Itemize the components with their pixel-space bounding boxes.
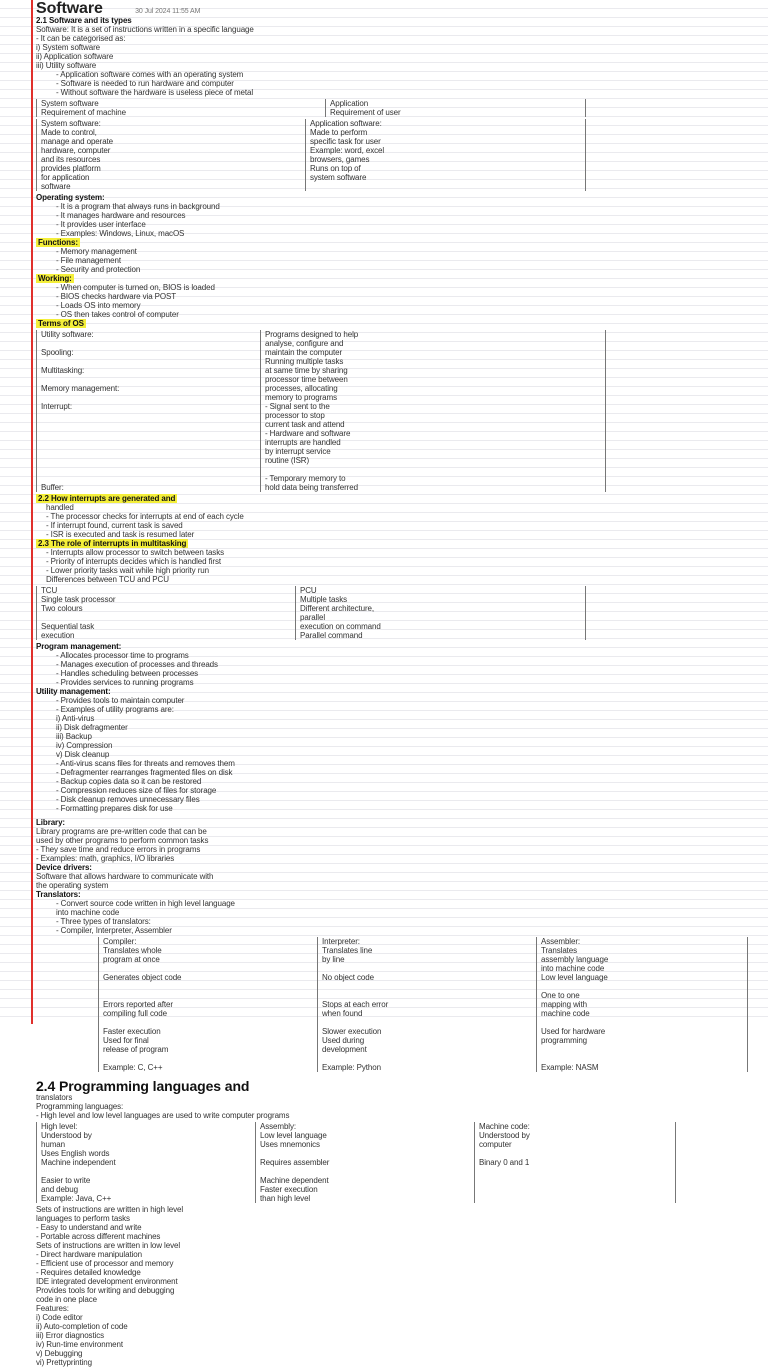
note-line: Example: Python: [322, 1063, 381, 1072]
note-line: Example: Java, C++: [41, 1194, 112, 1203]
section-lines: [36, 1093, 756, 1120]
note-line: - Defragmenter rearranges fragmented files on disk: [56, 768, 233, 777]
note-line: iii) Error diagnostics: [36, 1331, 105, 1340]
note-line: Requirement of user: [330, 108, 401, 117]
note-line: [103, 991, 313, 1000]
section-heading: Translators:: [36, 890, 81, 899]
note-line: - High level and low level languages are used to write computer programs: [36, 1111, 290, 1120]
note-line: [41, 411, 256, 420]
note-line: program at once: [103, 955, 160, 964]
note-line: IDE integrated development environment: [36, 1277, 178, 1286]
note-line: [41, 447, 256, 456]
highlighted-heading: Terms of OS: [38, 319, 84, 328]
note-line: [479, 1149, 671, 1158]
note-line: - Examples: math, graphics, I/O libraries: [36, 854, 175, 863]
note-line: Two colours: [41, 604, 83, 613]
note-line: - Direct hardware manipulation: [36, 1250, 142, 1259]
table-cell: [326, 99, 586, 117]
note-line: v) Disk cleanup: [56, 750, 110, 759]
note-line: Binary 0 and 1: [479, 1158, 530, 1167]
note-line: than high level: [260, 1194, 311, 1203]
note-line: - File management: [56, 256, 121, 265]
highlighted-heading: Working:: [38, 274, 72, 283]
note-line: - Portable across different machines: [36, 1232, 161, 1241]
note-line: TCU: [41, 586, 58, 595]
note-line: [103, 1054, 313, 1063]
note-line: code in one place: [36, 1295, 98, 1304]
note-line: parallel: [300, 613, 325, 622]
note-line: [41, 375, 256, 384]
note-line: Requirement of machine: [41, 108, 126, 117]
note-line: [322, 982, 532, 991]
note-line: Uses English words: [41, 1149, 110, 1158]
note-line: - Requires detailed knowledge: [36, 1268, 141, 1277]
highlighted-heading: 2.3 The role of interrupts in multitasking: [38, 539, 187, 548]
section-heading: Device drivers:: [36, 863, 92, 872]
note-line: [41, 465, 256, 474]
note-line: - Formatting prepares disk for use: [56, 804, 173, 813]
note-line: - Backup copies data so it can be restored: [56, 777, 202, 786]
note-line: Easier to write: [41, 1176, 91, 1185]
note-line: Application: [330, 99, 369, 108]
note-line: Memory management:: [41, 384, 120, 393]
table-cell: [537, 937, 748, 1072]
note-line: maintain the computer: [265, 348, 343, 357]
terms-table: [36, 330, 606, 492]
note-line: Features:: [36, 1304, 69, 1313]
note-line: Different architecture,: [300, 604, 375, 613]
note-line: [541, 1054, 743, 1063]
note-line: human: [41, 1140, 65, 1149]
note-line: handled: [46, 503, 74, 512]
note-line: Made to perform: [310, 128, 368, 137]
note-line: Programming languages:: [36, 1102, 124, 1111]
note-line: Made to control,: [41, 128, 97, 137]
note-line: [103, 1018, 313, 1027]
section-lines: [36, 696, 756, 813]
section-lines: [36, 247, 756, 274]
note-line: Generates object code: [103, 973, 182, 982]
note-line: Interpreter:: [322, 937, 360, 946]
note-line: ii) Disk defragmenter: [56, 723, 128, 732]
highlighted-heading: 2.2 How interrupts are generated and: [38, 494, 176, 503]
note-line: Example: word, excel: [310, 146, 385, 155]
comparison-table: [36, 99, 586, 117]
note-line: Uses mnemonics: [260, 1140, 320, 1149]
note-line: Used for final: [103, 1036, 149, 1045]
note-line: Programs designed to help: [265, 330, 359, 339]
note-line: machine code: [541, 1009, 590, 1018]
note-line: iii) Backup: [56, 732, 92, 741]
big-section-heading: 2.4 Programming languages and: [36, 1078, 250, 1094]
margin-line: [31, 0, 33, 1024]
note-line: and its resources: [41, 155, 101, 164]
page-title-text: Software: [36, 0, 103, 17]
table-cell: [296, 586, 586, 640]
highlighted-heading: Functions:: [38, 238, 78, 247]
note-line: hold data being transferred: [265, 483, 358, 492]
note-line: - Anti-virus scans files for threats and removes them: [56, 759, 235, 768]
note-line: Faster execution: [260, 1185, 318, 1194]
note-line: provides platform: [41, 164, 101, 173]
note-line: [41, 474, 256, 483]
note-line: [260, 1149, 470, 1158]
note-line: analyse, configure and: [265, 339, 344, 348]
note-line: Stops at each error: [322, 1000, 389, 1009]
note-line: programming: [541, 1036, 588, 1045]
table-cell: [256, 1122, 475, 1203]
translators-table: [98, 937, 748, 1072]
note-line: [479, 1176, 671, 1185]
note-line: - Without software the hardware is useless piece of metal: [56, 88, 254, 97]
note-line: processes, allocating: [265, 384, 338, 393]
note-line: Low level language: [541, 973, 608, 982]
note-line: - Disk cleanup removes unnecessary files: [56, 795, 200, 804]
note-line: the operating system: [36, 881, 109, 890]
note-line: Requires assembler: [260, 1158, 330, 1167]
note-line: System software:: [41, 119, 101, 128]
section-lines: [36, 202, 756, 238]
note-line: - If interrupt found, current task is saved: [46, 521, 183, 530]
note-line: system software: [310, 173, 367, 182]
note-line: manage and operate: [41, 137, 114, 146]
note-line: Software that allows hardware to communicate with: [36, 872, 214, 881]
note-line: - Examples of utility programs are:: [56, 705, 174, 714]
note-line: - It is a program that always runs in background: [56, 202, 220, 211]
note-line: [103, 964, 313, 973]
note-line: - The processor checks for interrupts at end of each cycle: [46, 512, 244, 521]
note-line: [41, 429, 256, 438]
section-lines: [36, 503, 756, 539]
note-line: [41, 1167, 251, 1176]
note-line: routine (ISR): [265, 456, 310, 465]
table-cell: [261, 330, 606, 492]
note-line: and debug: [41, 1185, 78, 1194]
table-cell: [37, 1122, 256, 1203]
note-line: Understood by: [479, 1131, 530, 1140]
note-line: Sets of instructions are written in high level: [36, 1205, 184, 1214]
note-line: at same time by sharing: [265, 366, 348, 375]
note-line: Software: It is a set of instructions written in a specific language: [36, 25, 254, 34]
note-line: No object code: [322, 973, 374, 982]
note-line: [479, 1185, 671, 1194]
note-line: Errors reported after: [103, 1000, 173, 1009]
note-line: Machine independent: [41, 1158, 116, 1167]
note-line: iii) Utility software: [36, 61, 97, 70]
note-line: [41, 393, 256, 402]
note-line: Sets of instructions are written in low level: [36, 1241, 181, 1250]
note-line: [260, 1167, 470, 1176]
comparison-table: [36, 119, 586, 191]
note-line: browsers, games: [310, 155, 370, 164]
note-line: compiling full code: [103, 1009, 167, 1018]
note-line: - Manages execution of processes and threads: [56, 660, 218, 669]
note-line: vi) Prettyprinting: [36, 1358, 92, 1367]
section-heading: Utility management:: [36, 687, 111, 696]
note-line: for application: [41, 173, 90, 182]
note-line: when found: [322, 1009, 363, 1018]
note-line: - Priority of interrupts decides which is handled first: [46, 557, 222, 566]
note-line: Translates: [541, 946, 578, 955]
note-content: [36, 2, 756, 1367]
table-cell: [37, 586, 296, 640]
section-heading: Library:: [36, 818, 65, 827]
note-line: assembly language: [541, 955, 609, 964]
note-line: hardware, computer: [41, 146, 111, 155]
note-line: [322, 991, 532, 1000]
note-line: Used during: [322, 1036, 365, 1045]
table-cell: [475, 1122, 676, 1203]
note-line: Multiple tasks: [300, 595, 348, 604]
note-line: [103, 982, 313, 991]
note-line: [41, 339, 256, 348]
note-line: iv) Run-time environment: [36, 1340, 123, 1349]
note-line: execution: [41, 631, 75, 640]
note-line: memory to programs: [265, 393, 337, 402]
note-line: - Software is needed to run hardware and computer: [56, 79, 234, 88]
note-line: Example: C, C++: [103, 1063, 163, 1072]
note-line: Machine dependent: [260, 1176, 329, 1185]
note-line: - Allocates processor time to programs: [56, 651, 189, 660]
page-date: 30 Jul 2024 11:55 AM: [135, 8, 201, 15]
note-line: - Security and protection: [56, 265, 141, 274]
note-line: - Handles scheduling between processes: [56, 669, 199, 678]
section-lines: [36, 872, 756, 890]
note-line: into machine code: [56, 908, 120, 917]
table-cell: [37, 99, 326, 117]
note-line: - BIOS checks hardware via POST: [56, 292, 177, 301]
table-cell: [318, 937, 537, 1072]
note-line: processor to stop: [265, 411, 325, 420]
note-line: i) Code editor: [36, 1313, 83, 1322]
note-line: execution on command: [300, 622, 381, 631]
note-line: [541, 1018, 743, 1027]
note-line: [41, 456, 256, 465]
section-lines: [36, 283, 756, 319]
note-line: - Lower priority tasks wait while high priority run: [46, 566, 209, 575]
note-line: - ISR is executed and task is resumed later: [46, 530, 195, 539]
section-heading: Program management:: [36, 642, 122, 651]
section-lines: [36, 1205, 756, 1367]
note-line: - It can be categorised as:: [36, 34, 126, 43]
note-line: PCU: [300, 586, 317, 595]
note-line: v) Debugging: [36, 1349, 83, 1358]
note-line: [41, 357, 256, 366]
note-line: Runs on top of: [310, 164, 361, 173]
note-line: [541, 982, 743, 991]
note-line: [322, 1018, 532, 1027]
note-line: - OS then takes control of computer: [56, 310, 179, 319]
note-line: [479, 1167, 671, 1176]
note-line: - Compiler, Interpreter, Assembler: [56, 926, 172, 935]
note-line: by interrupt service: [265, 447, 331, 456]
note-line: [541, 1045, 743, 1054]
note-line: Interrupt:: [41, 402, 73, 411]
note-line: - Application software comes with an operating system: [56, 70, 244, 79]
note-line: Running multiple tasks: [265, 357, 344, 366]
note-line: development: [322, 1045, 367, 1054]
note-line: One to one: [541, 991, 580, 1000]
note-line: Parallel command: [300, 631, 363, 640]
note-line: [479, 1194, 671, 1203]
section-lines: [36, 25, 756, 70]
note-line: specific task for user: [310, 137, 381, 146]
note-line: [265, 465, 601, 474]
note-line: - Easy to understand and write: [36, 1223, 142, 1232]
note-line: software: [41, 182, 71, 191]
note-line: - It provides user interface: [56, 220, 146, 229]
page-title: [36, 2, 756, 16]
note-line: Multitasking:: [41, 366, 85, 375]
note-line: - Loads OS into memory: [56, 301, 141, 310]
section-lines: [36, 899, 756, 935]
note-line: languages to perform tasks: [36, 1214, 130, 1223]
note-line: Sequential task: [41, 622, 95, 631]
note-line: ii) Auto-completion of code: [36, 1322, 128, 1331]
section-lines: [36, 548, 756, 584]
note-line: ii) Application software: [36, 52, 114, 61]
note-line: - Hardware and software: [265, 429, 351, 438]
note-line: [41, 420, 256, 429]
note-line: - Provides services to running programs: [56, 678, 194, 687]
note-line: Slower execution: [322, 1027, 382, 1036]
note-line: into machine code: [541, 964, 605, 973]
note-line: release of program: [103, 1045, 169, 1054]
note-line: Machine code:: [479, 1122, 530, 1131]
table-cell: [37, 119, 306, 191]
note-line: processor time between: [265, 375, 348, 384]
note-line: used by other programs to perform common tasks: [36, 836, 209, 845]
table-cell: [37, 330, 261, 492]
note-line: - They save time and reduce errors in programs: [36, 845, 201, 854]
note-line: i) Anti-virus: [56, 714, 95, 723]
note-line: iv) Compression: [56, 741, 113, 750]
note-line: Faster execution: [103, 1027, 161, 1036]
note-line: Understood by: [41, 1131, 92, 1140]
note-line: i) System software: [36, 43, 100, 52]
section-heading: Operating system:: [36, 193, 105, 202]
note-line: - Efficient use of processor and memory: [36, 1259, 174, 1268]
note-line: - Compression reduces size of files for storage: [56, 786, 217, 795]
note-line: - Convert source code written in high level language: [56, 899, 235, 908]
note-line: Assembler:: [541, 937, 581, 946]
note-line: [41, 438, 256, 447]
note-line: Differences between TCU and PCU: [46, 575, 169, 584]
table-cell: [306, 119, 586, 191]
note-line: mapping with: [541, 1000, 587, 1009]
table-cell: [99, 937, 318, 1072]
note-line: by line: [322, 955, 345, 964]
note-line: Used for hardware: [541, 1027, 606, 1036]
note-line: - Memory management: [56, 247, 137, 256]
note-line: - Provides tools to maintain computer: [56, 696, 185, 705]
note-line: computer: [479, 1140, 512, 1149]
note-line: current task and attend: [265, 420, 345, 429]
note-line: Library programs are pre-written code that can be: [36, 827, 207, 836]
note-line: System software: [41, 99, 99, 108]
section-lines: [36, 651, 756, 687]
section-heading: 2.1 Software and its types: [36, 16, 132, 25]
note-line: - Examples: Windows, Linux, macOS: [56, 229, 185, 238]
note-line: Utility software:: [41, 330, 94, 339]
note-line: [322, 1054, 532, 1063]
section-lines: [36, 70, 756, 97]
note-line: [322, 964, 532, 973]
note-line: Translates whole: [103, 946, 162, 955]
note-line: Buffer:: [41, 483, 64, 492]
note-line: - It manages hardware and resources: [56, 211, 186, 220]
note-line: interrupts are handled: [265, 438, 341, 447]
note-line: Translates line: [322, 946, 373, 955]
note-line: High level:: [41, 1122, 78, 1131]
note-line: Compiler:: [103, 937, 137, 946]
note-line: Assembly:: [260, 1122, 296, 1131]
note-line: Spooling:: [41, 348, 74, 357]
note-line: Provides tools for writing and debugging: [36, 1286, 175, 1295]
note-line: - Temporary memory to: [265, 474, 346, 483]
note-line: [41, 613, 291, 622]
section-lines: [36, 827, 756, 863]
note-line: Application software:: [310, 119, 382, 128]
note-line: - Signal sent to the: [265, 402, 330, 411]
note-line: Example: NASM: [541, 1063, 599, 1072]
note-line: - When computer is turned on, BIOS is loaded: [56, 283, 215, 292]
note-line: Low level language: [260, 1131, 327, 1140]
languages-table: [36, 1122, 676, 1203]
note-line: Single task processor: [41, 595, 116, 604]
note-line: - Interrupts allow processor to switch between tasks: [46, 548, 224, 557]
comparison-table: [36, 586, 586, 640]
note-line: translators: [36, 1093, 73, 1102]
note-line: - Three types of translators:: [56, 917, 151, 926]
